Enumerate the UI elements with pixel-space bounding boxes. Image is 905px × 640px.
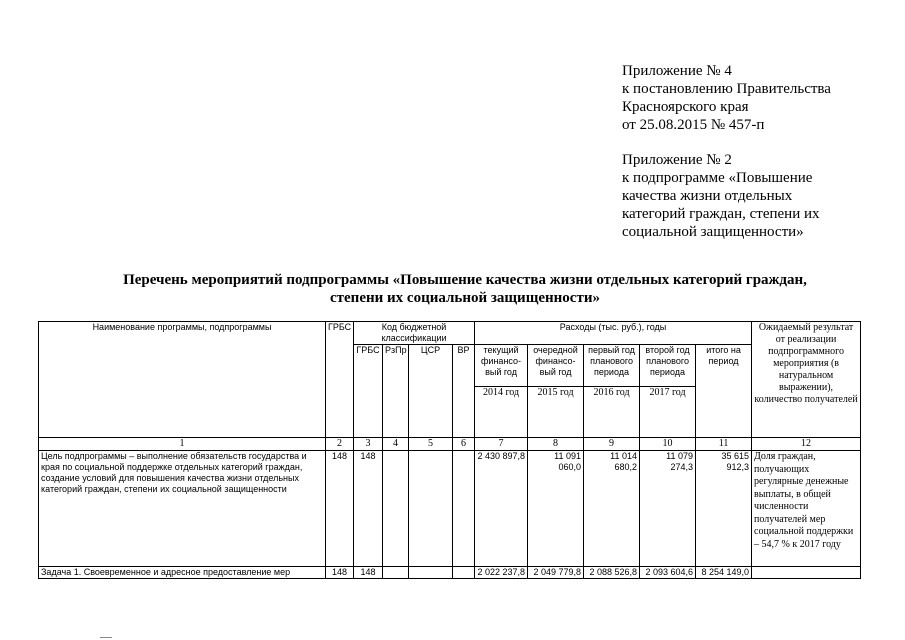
- header-year-2017: 2017 год: [640, 387, 696, 438]
- header-expenses: Расходы (тыс. руб.), годы: [475, 322, 752, 345]
- row-code-grbs: 148: [354, 567, 383, 579]
- row-amount-2015: 2 049 779,8: [528, 567, 584, 579]
- header-expected-result: Ожидаемый результат от реализации подпрограммного мероприятия (в натуральном выражении), количество получателей: [752, 322, 861, 438]
- header-year-2015: 2015 год: [528, 387, 584, 438]
- document-title-line: Перечень мероприятий подпрограммы «Повышение качества жизни отдельных категорий граждан,: [123, 272, 807, 288]
- row-csr: [409, 451, 453, 567]
- header-rzpr: РзПр: [383, 345, 409, 438]
- appendix-2-line: социальной защищенности»: [622, 224, 804, 240]
- row-expected-result: Доля граждан, получающих регулярные денежные выплаты, в общей численности получателей мер социальной поддержки – 54,7 % к 2017 году: [752, 451, 861, 567]
- row-vr: [453, 451, 475, 567]
- header-current-year: текущий финансо-вый год: [475, 345, 528, 387]
- appendix-4-block: [622, 62, 831, 134]
- table-row: [39, 451, 861, 567]
- column-number: 9: [584, 438, 640, 451]
- column-number: 10: [640, 438, 696, 451]
- row-rzpr: [383, 567, 409, 579]
- appendix-2-line: категорий граждан, степени их: [622, 206, 820, 222]
- scan-mark: [100, 637, 112, 638]
- column-number: 4: [383, 438, 409, 451]
- row-amount-2016: 11 014 680,2: [584, 451, 640, 567]
- row-name: Задача 1. Своевременное и адресное предоставление мер: [39, 567, 326, 579]
- header-next-year: очередной финансо-вый год: [528, 345, 584, 387]
- column-number: 11: [696, 438, 752, 451]
- table-row: [39, 567, 861, 579]
- row-grbs: 148: [326, 567, 354, 579]
- header-year-2014: 2014 год: [475, 387, 528, 438]
- column-number: 2: [326, 438, 354, 451]
- header-code-grbs: ГРБС: [354, 345, 383, 438]
- document-title: [60, 271, 870, 307]
- header-budget-code: Код бюджетной классификации: [354, 322, 475, 345]
- column-number: 6: [453, 438, 475, 451]
- header-grbs: ГРБС: [326, 322, 354, 438]
- row-vr: [453, 567, 475, 579]
- row-amount-2014: 2 022 237,8: [475, 567, 528, 579]
- appendix-2-line: Приложение № 2: [622, 152, 732, 168]
- header-name: Наименование программы, подпрограммы: [39, 322, 326, 438]
- appendix-2-line: качества жизни отдельных: [622, 188, 793, 204]
- appendix-2-block: [622, 151, 862, 241]
- row-grbs: 148: [326, 451, 354, 567]
- row-rzpr: [383, 451, 409, 567]
- row-amount-2017: 11 079 274,3: [640, 451, 696, 567]
- column-number: 5: [409, 438, 453, 451]
- header-year-2016: 2016 год: [584, 387, 640, 438]
- column-number: 1: [39, 438, 326, 451]
- column-number-row: [39, 438, 861, 451]
- row-expected-result: [752, 567, 861, 579]
- row-amount-2017: 2 093 604,6: [640, 567, 696, 579]
- row-amount-total: 35 615 912,3: [696, 451, 752, 567]
- document-title-line: степени их социальной защищенности»: [330, 290, 600, 306]
- row-name: Цель подпрограммы – выполнение обязательств государства и края по социальной поддержке отдельных категорий граждан, создание условий для повышения качества жизни отдельных категорий граждан, степени их социальной защищенности: [39, 451, 326, 567]
- header-vr: ВР: [453, 345, 475, 438]
- appendix-4-line: к постановлению Правительства: [622, 81, 831, 97]
- header-second-plan-year: второй год планового периода: [640, 345, 696, 387]
- appendix-4-line: от 25.08.2015 № 457-п: [622, 117, 765, 133]
- row-amount-total: 8 254 149,0: [696, 567, 752, 579]
- row-csr: [409, 567, 453, 579]
- header-csr: ЦСР: [409, 345, 453, 438]
- header-first-plan-year: первый год планового периода: [584, 345, 640, 387]
- appendix-2-line: к подпрограмме «Повышение: [622, 170, 813, 186]
- appendix-4-line: Приложение № 4: [622, 63, 732, 79]
- column-number: 8: [528, 438, 584, 451]
- row-amount-2016: 2 088 526,8: [584, 567, 640, 579]
- column-number: 3: [354, 438, 383, 451]
- row-amount-2014: 2 430 897,8: [475, 451, 528, 567]
- appendix-4-line: Красноярского края: [622, 99, 749, 115]
- column-number: 7: [475, 438, 528, 451]
- row-code-grbs: 148: [354, 451, 383, 567]
- header-total: итого на период: [696, 345, 752, 438]
- measures-table: [38, 321, 861, 579]
- column-number: 12: [752, 438, 861, 451]
- row-amount-2015: 11 091 060,0: [528, 451, 584, 567]
